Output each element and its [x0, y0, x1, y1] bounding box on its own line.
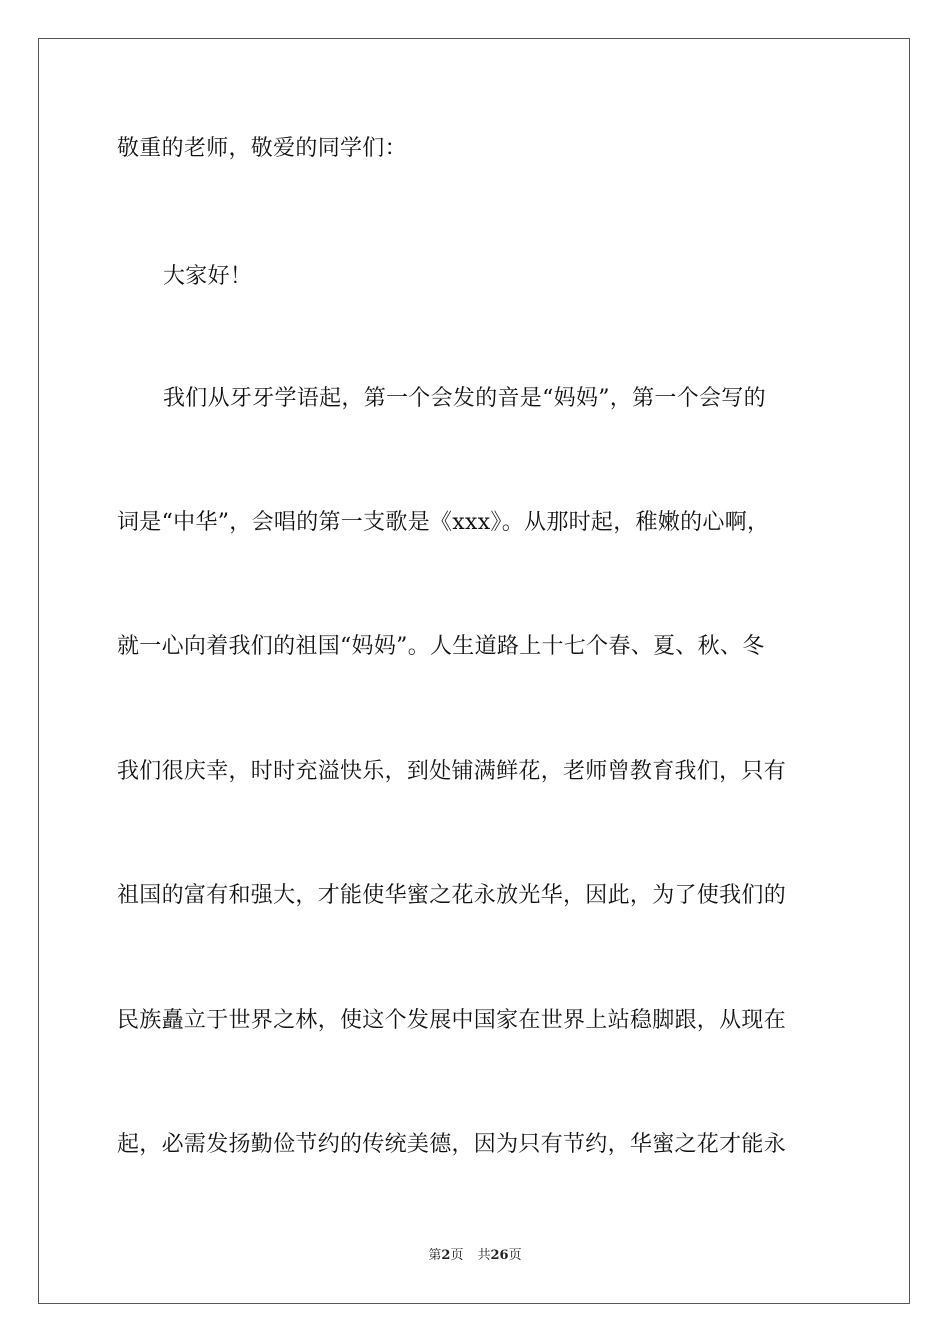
paragraph-line-4: 我们很庆幸，时时充溢快乐，到处铺满鲜花，老师曾教育我们，只有 — [117, 759, 787, 784]
paragraph-line-5: 祖国的富有和强大，才能使华蜜之花永放光华，因此，为了使我们的 — [117, 883, 787, 908]
salutation: 敬重的老师，敬爱的同学们： — [117, 136, 407, 161]
paragraph-line-3: 就一心向着我们的祖国“妈妈”。人生道路上十七个春、夏、秋、冬 — [117, 634, 765, 659]
page-prefix: 第 — [428, 1248, 442, 1263]
page-footer — [0, 1247, 950, 1265]
paragraph-line-2: 词是“中华”，会唱的第一支歌是《xxx》。从那时起，稚嫩的心啊， — [117, 510, 770, 535]
total-pages: 26 — [490, 1248, 509, 1263]
paragraph-line-6: 民族矗立于世界之林，使这个发展中国家在世界上站稳脚跟，从现在 — [117, 1008, 787, 1033]
total-suffix: 页 — [508, 1248, 522, 1263]
greeting: 大家好！ — [163, 264, 253, 289]
paragraph-line-1: 我们从牙牙学语起，第一个会发的音是“妈妈”，第一个会写的 — [163, 386, 766, 411]
page-border — [38, 38, 910, 1304]
page-suffix: 页 — [450, 1248, 464, 1263]
total-prefix: 共 — [477, 1248, 491, 1263]
paragraph-line-7: 起，必需发扬勤俭节约的传统美德，因为只有节约，华蜜之花才能永 — [117, 1132, 787, 1157]
page-number: 2 — [441, 1248, 451, 1263]
